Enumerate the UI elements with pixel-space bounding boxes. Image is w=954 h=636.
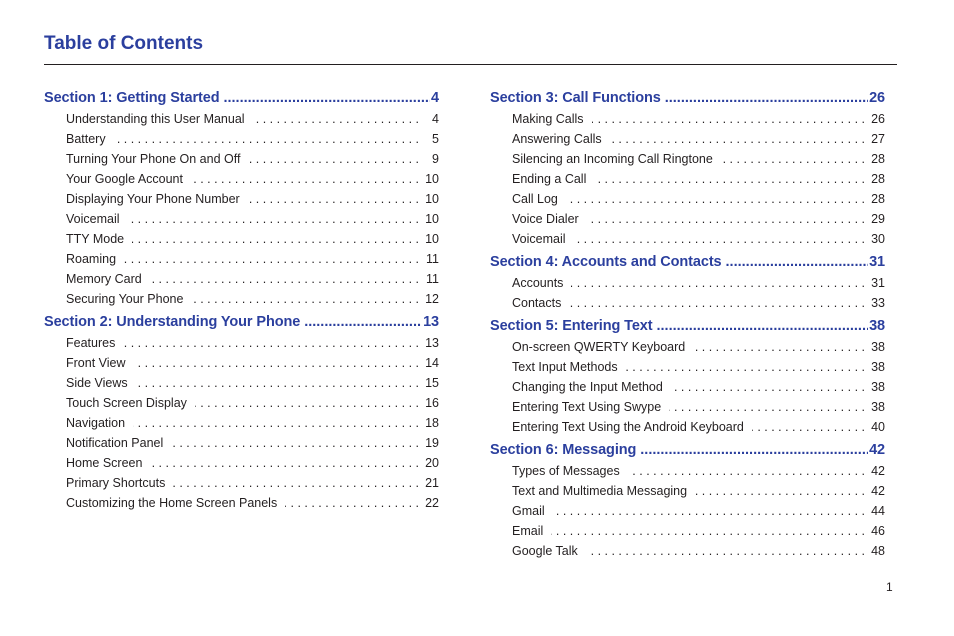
- entry-title: Displaying Your Phone Number: [66, 192, 240, 206]
- entry-title: Accounts: [512, 276, 564, 290]
- toc-entry-link[interactable]: [490, 538, 885, 558]
- toc-entry-link[interactable]: [44, 266, 439, 286]
- section-title: Section 5: Entering Text: [490, 318, 653, 334]
- entry-title: TTY Mode: [66, 232, 125, 246]
- toc-right-column: [490, 85, 885, 558]
- toc-left-column: [44, 85, 439, 510]
- toc-entry-link[interactable]: [44, 226, 439, 246]
- dot-leader: [128, 212, 420, 226]
- entry-title: Email: [512, 524, 544, 538]
- page-title: Table of Contents: [44, 33, 204, 54]
- entry-page-number: 28: [871, 192, 885, 206]
- entry-title: Call Log: [512, 192, 558, 206]
- entry-page-number: 10: [425, 212, 439, 226]
- toc-entry-link[interactable]: [490, 106, 885, 126]
- toc-section-link[interactable]: [490, 249, 885, 270]
- entry-page-number: 4: [432, 112, 439, 126]
- dot-leader: [594, 172, 865, 186]
- dot-leader: [752, 420, 865, 434]
- dot-leader: [626, 360, 865, 374]
- toc-entry-link[interactable]: [490, 270, 885, 290]
- entry-page-number: 31: [871, 276, 885, 290]
- toc-entry-link[interactable]: [490, 186, 885, 206]
- toc-section-link[interactable]: [490, 437, 885, 458]
- entry-page-number: 13: [425, 336, 439, 350]
- entry-title: Silencing an Incoming Call Ringtone: [512, 152, 713, 166]
- toc-entry-link[interactable]: [490, 290, 885, 310]
- toc-entry-link[interactable]: [44, 106, 439, 126]
- toc-entry-link[interactable]: [490, 226, 885, 246]
- dot-leader: [669, 400, 865, 414]
- dot-leader: [171, 436, 419, 450]
- entry-page-number: 28: [871, 172, 885, 186]
- dot-leader: [248, 192, 419, 206]
- toc-entry-link[interactable]: [44, 470, 439, 490]
- section-page-number: 26: [869, 90, 885, 106]
- entry-title: Gmail: [512, 504, 545, 518]
- toc-entry-link[interactable]: [490, 146, 885, 166]
- entry-page-number: 30: [871, 232, 885, 246]
- entry-page-number: 11: [426, 252, 439, 266]
- toc-entry-link[interactable]: [44, 246, 439, 266]
- dot-leader: [248, 152, 419, 166]
- dot-leader: [195, 396, 419, 410]
- toc-entry-link[interactable]: [44, 146, 439, 166]
- toc-entry-link[interactable]: [490, 334, 885, 354]
- entry-title: Changing the Input Method: [512, 380, 663, 394]
- toc-entry-link[interactable]: [490, 414, 885, 434]
- entry-title: On-screen QWERTY Keyboard: [512, 340, 686, 354]
- dot-leader: [657, 318, 869, 334]
- toc-entry-link[interactable]: [490, 498, 885, 518]
- entry-page-number: 38: [871, 360, 885, 374]
- entry-title: Front View: [66, 356, 126, 370]
- dot-leader: [571, 276, 865, 290]
- entry-page-number: 44: [871, 504, 885, 518]
- dot-leader: [253, 112, 419, 126]
- toc-entry-link[interactable]: [44, 410, 439, 430]
- entry-page-number: 12: [425, 292, 439, 306]
- toc-entry-link[interactable]: [44, 490, 439, 510]
- dot-leader: [133, 416, 419, 430]
- toc-entry-link[interactable]: [490, 206, 885, 226]
- toc-entry-link[interactable]: [490, 166, 885, 186]
- entry-page-number: 15: [425, 376, 439, 390]
- entry-title: Ending a Call: [512, 172, 587, 186]
- section-title: Section 1: Getting Started: [44, 90, 220, 106]
- entry-page-number: 40: [871, 420, 885, 434]
- entry-title: Roaming: [66, 252, 117, 266]
- entry-title: Primary Shortcuts: [66, 476, 166, 490]
- entry-page-number: 33: [871, 296, 885, 310]
- entry-title: Battery: [66, 132, 106, 146]
- entry-title: Text Input Methods: [512, 360, 618, 374]
- entry-page-number: 11: [426, 272, 439, 286]
- entry-page-number: 16: [425, 396, 439, 410]
- dot-leader: [610, 132, 865, 146]
- toc-entry-link[interactable]: [490, 394, 885, 414]
- entry-title: Side Views: [66, 376, 128, 390]
- entry-title: Securing Your Phone: [66, 292, 184, 306]
- dot-leader: [628, 464, 865, 478]
- section-page-number: 13: [423, 314, 439, 330]
- dot-leader: [285, 496, 419, 510]
- entry-title: Features: [66, 336, 116, 350]
- entry-page-number: 42: [871, 484, 885, 498]
- dot-leader: [150, 456, 419, 470]
- toc-section-link[interactable]: [490, 313, 885, 334]
- entry-title: Notification Panel: [66, 436, 164, 450]
- section-title: Section 2: Understanding Your Phone: [44, 314, 301, 330]
- entry-title: Google Talk: [512, 544, 578, 558]
- entry-page-number: 26: [871, 112, 885, 126]
- entry-title: Voicemail: [66, 212, 120, 226]
- entry-title: Answering Calls: [512, 132, 602, 146]
- dot-leader: [304, 314, 422, 330]
- entry-title: Understanding this User Manual: [66, 112, 245, 126]
- toc-entry-link[interactable]: [44, 390, 439, 410]
- entry-page-number: 48: [871, 544, 885, 558]
- entry-title: Voice Dialer: [512, 212, 579, 226]
- dot-leader: [114, 132, 419, 146]
- entry-page-number: 46: [871, 524, 885, 538]
- entry-page-number: 10: [425, 192, 439, 206]
- dot-leader: [191, 292, 419, 306]
- entry-title: Touch Screen Display: [66, 396, 187, 410]
- entry-page-number: 28: [871, 152, 885, 166]
- entry-title: Memory Card: [66, 272, 142, 286]
- toc-entry-link[interactable]: [490, 374, 885, 394]
- entry-title: Home Screen: [66, 456, 143, 470]
- entry-page-number: 38: [871, 400, 885, 414]
- entry-title: Customizing the Home Screen Panels: [66, 496, 278, 510]
- dot-leader: [553, 504, 865, 518]
- entry-page-number: 38: [871, 380, 885, 394]
- dot-leader: [223, 90, 430, 106]
- dot-leader: [574, 232, 866, 246]
- entry-page-number: 22: [425, 496, 439, 510]
- entry-page-number: 18: [425, 416, 439, 430]
- dot-leader: [132, 232, 419, 246]
- dot-leader: [695, 484, 865, 498]
- entry-page-number: 27: [871, 132, 885, 146]
- section-page-number: 42: [869, 442, 885, 458]
- dot-leader: [191, 172, 419, 186]
- entry-page-number: 21: [425, 476, 439, 490]
- entry-title: Navigation: [66, 416, 126, 430]
- toc-entry-link[interactable]: [44, 430, 439, 450]
- entry-title: Making Calls: [512, 112, 584, 126]
- toc-entry-link[interactable]: [44, 370, 439, 390]
- toc-section-link[interactable]: [44, 85, 439, 106]
- entry-title: Your Google Account: [66, 172, 183, 186]
- entry-title: Entering Text Using Swype: [512, 400, 662, 414]
- dot-leader: [586, 544, 865, 558]
- dot-leader: [134, 356, 419, 370]
- entry-page-number: 38: [871, 340, 885, 354]
- section-page-number: 31: [869, 254, 885, 270]
- section-page-number: 4: [431, 90, 439, 106]
- dot-leader: [150, 272, 419, 286]
- dot-leader: [124, 252, 419, 266]
- entry-page-number: 42: [871, 464, 885, 478]
- dot-leader: [123, 336, 419, 350]
- dot-leader: [693, 340, 865, 354]
- page-number: 1: [886, 580, 893, 594]
- entry-page-number: 10: [425, 232, 439, 246]
- dot-leader: [173, 476, 419, 490]
- dot-leader: [551, 524, 865, 538]
- section-title: Section 3: Call Functions: [490, 90, 661, 106]
- title-divider: [44, 64, 897, 65]
- section-page-number: 38: [869, 318, 885, 334]
- toc-section-link[interactable]: [490, 85, 885, 106]
- toc-entry-link[interactable]: [490, 354, 885, 374]
- toc-entry-link[interactable]: [44, 330, 439, 350]
- dot-leader: [665, 90, 868, 106]
- toc-entry-link[interactable]: [44, 206, 439, 226]
- toc-entry-link[interactable]: [490, 458, 885, 478]
- section-title: Section 4: Accounts and Contacts: [490, 254, 722, 270]
- entry-page-number: 20: [425, 456, 439, 470]
- dot-leader: [566, 192, 865, 206]
- toc-entry-link[interactable]: [490, 518, 885, 538]
- entry-page-number: 19: [425, 436, 439, 450]
- toc-entry-link[interactable]: [44, 186, 439, 206]
- entry-page-number: 14: [425, 356, 439, 370]
- dot-leader: [721, 152, 865, 166]
- dot-leader: [587, 212, 865, 226]
- entry-title: Turning Your Phone On and Off: [66, 152, 241, 166]
- toc-entry-link[interactable]: [490, 478, 885, 498]
- entry-page-number: 5: [432, 132, 439, 146]
- dot-leader: [592, 112, 865, 126]
- entry-page-number: 9: [432, 152, 439, 166]
- toc-entry-link[interactable]: [490, 126, 885, 146]
- toc-entry-link[interactable]: [44, 166, 439, 186]
- entry-page-number: 29: [871, 212, 885, 226]
- dot-leader: [671, 380, 865, 394]
- entry-page-number: 10: [425, 172, 439, 186]
- dot-leader: [136, 376, 419, 390]
- entry-title: Text and Multimedia Messaging: [512, 484, 688, 498]
- entry-title: Entering Text Using the Android Keyboard: [512, 420, 744, 434]
- entry-title: Contacts: [512, 296, 562, 310]
- dot-leader: [569, 296, 865, 310]
- toc-entry-link[interactable]: [44, 286, 439, 306]
- toc-entry-link[interactable]: [44, 450, 439, 470]
- section-title: Section 6: Messaging: [490, 442, 637, 458]
- toc-entry-link[interactable]: [44, 126, 439, 146]
- entry-title: Voicemail: [512, 232, 566, 246]
- dot-leader: [640, 442, 868, 458]
- toc-entry-link[interactable]: [44, 350, 439, 370]
- entry-title: Types of Messages: [512, 464, 620, 478]
- dot-leader: [726, 254, 869, 270]
- toc-section-link[interactable]: [44, 309, 439, 330]
